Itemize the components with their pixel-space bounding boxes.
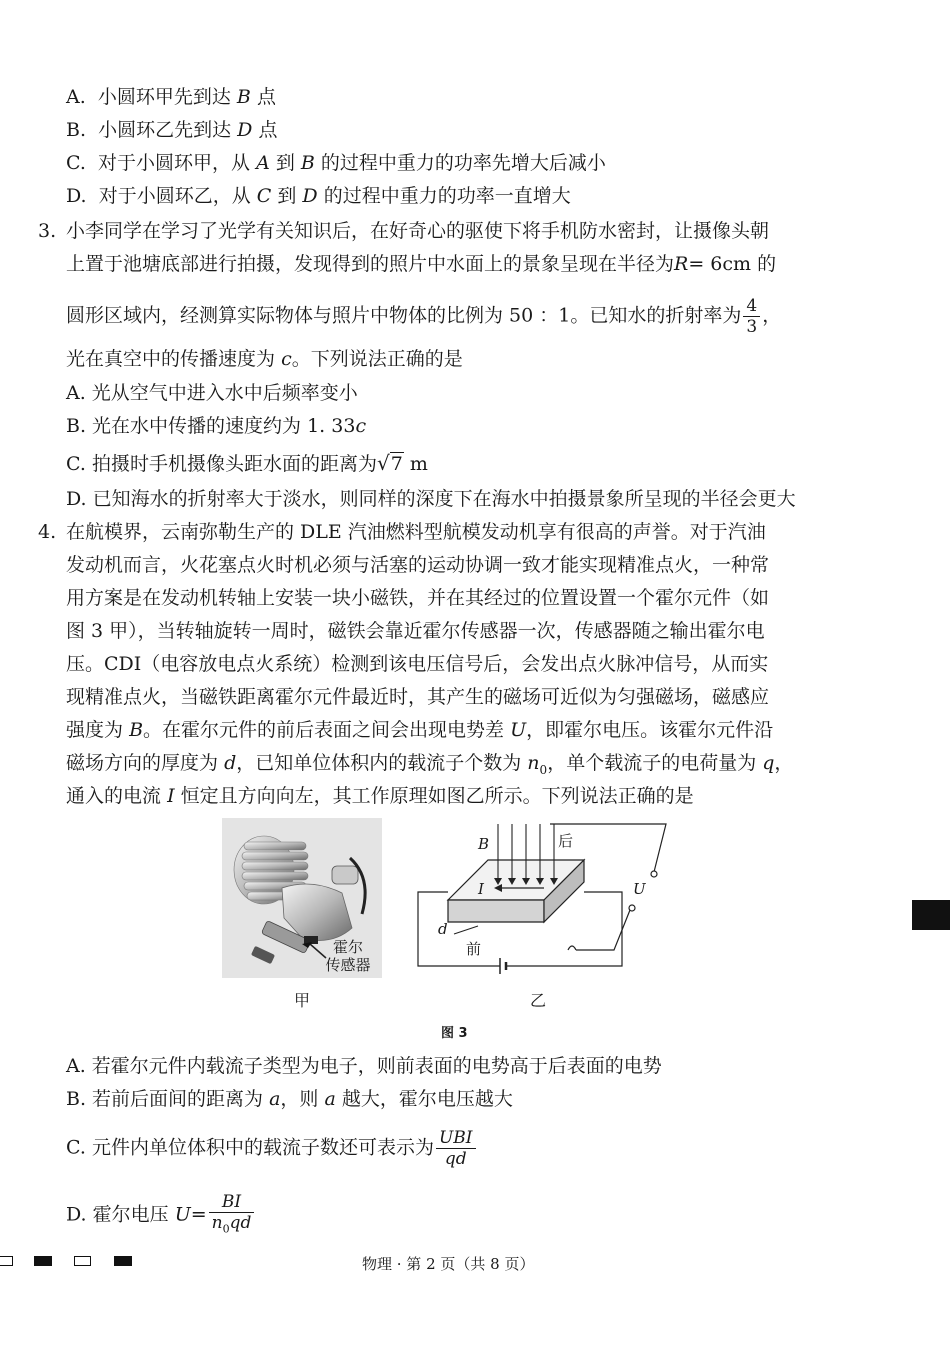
q4-stem-line5: 压。CDI（电容放电点火系统）检测到该电压信号后，会发出点火脉冲信号，从而实 bbox=[66, 653, 769, 675]
q3-number: 3. bbox=[38, 220, 57, 242]
figure-caption: 图 3 bbox=[441, 1026, 468, 1041]
q4-stem-line4: 图 3 甲），当转轴旋转一周时，磁铁会靠近霍尔传感器一次，传感器随之输出霍尔电 bbox=[66, 620, 765, 642]
registration-mark bbox=[0, 1256, 13, 1266]
sensor-label: 霍尔 传感器 bbox=[325, 938, 371, 974]
figure-label-jia: 甲 bbox=[294, 991, 311, 1010]
q4-stem-line9: 通入的电流 I 恒定且方向向左，其工作原理如图乙所示。下列说法正确的是 bbox=[66, 785, 694, 807]
q4-stem-line7: 强度为 B。在霍尔元件的前后表面之间会出现电势差 U，即霍尔电压。该霍尔元件沿 bbox=[66, 719, 774, 741]
q4-stem-line3: 用方案是在发动机转轴上安装一块小磁铁，并在其经过的位置设置一个霍尔元件（如 bbox=[66, 587, 770, 609]
registration-mark bbox=[114, 1256, 132, 1266]
q3-stem-line2: 上置于池塘底部进行拍摄，发现得到的照片中水面上的景象呈现在半径为R= 6cm 的 bbox=[66, 253, 777, 275]
hall-voltage-fraction: $\frac{BI}{n_0qd}$ bbox=[209, 1192, 255, 1239]
hall-element-diagram bbox=[408, 822, 678, 1002]
q4-stem-line6: 现精准点火，当磁铁距离霍尔元件最近时，其产生的磁场可近似为匀强磁场，磁感应 bbox=[66, 686, 770, 708]
registration-mark bbox=[74, 1256, 91, 1266]
q4-stem-line2: 发动机而言，火花塞点火时机必须与活塞的运动协调一致才能实现精准点火，一种常 bbox=[66, 554, 770, 576]
q3-option-c: C. 拍摄时手机摄像头距水面的距离为√7 m bbox=[66, 451, 428, 475]
label-B: B bbox=[478, 835, 490, 853]
label-U: U bbox=[633, 880, 646, 898]
q4-option-b: B. 若前后面间的距离为 a，则 a 越大，霍尔电压越大 bbox=[66, 1088, 513, 1110]
q2-option-a: A. 小圆环甲先到达 B 点 bbox=[66, 86, 276, 108]
q4-option-c: C. 元件内单位体积中的载流子数还可表示为 $\frac{\text{UBI}}{qd}$ bbox=[66, 1128, 478, 1169]
q2-option-d: D. 对于小圆环乙，从 C 到 D 的过程中重力的功率一直增大 bbox=[66, 185, 571, 207]
q2-option-c: C. 对于小圆环甲，从 A 到 B 的过程中重力的功率先增大后减小 bbox=[66, 152, 606, 174]
q4-stem-line8: 磁场方向的厚度为 d，已知单位体积内的载流子个数为 $n_0$，单个载流子的电荷量为 q， bbox=[66, 752, 794, 777]
page-footer: 物理 · 第 2 页（共 8 页） bbox=[362, 1255, 535, 1273]
q4-option-d: D. 霍尔电压 U= $\frac{BI}{n_0qd}$ bbox=[66, 1192, 256, 1239]
refractive-index-fraction: $\frac{4}{3}$ bbox=[743, 296, 760, 337]
edge-tab-mark bbox=[912, 900, 950, 930]
q4-stem-line1: 在航模界，云南弥勒生产的 DLE 汽油燃料型航模发动机享有很高的声誉。对于汽油 bbox=[66, 521, 766, 543]
sqrt-symbol: √ bbox=[376, 451, 390, 475]
q4-option-a: A. 若霍尔元件内载流子类型为电子，则前表面的电势高于后表面的电势 bbox=[66, 1055, 662, 1077]
figure-label-yi: 乙 bbox=[530, 991, 547, 1010]
q3-option-d: D. 已知海水的折射率大于淡水，则同样的深度下在海水中拍摄景象所呈现的半径会更大 bbox=[66, 488, 796, 510]
q3-stem-line3: 圆形区域内，经测算实际物体与照片中物体的比例为 50 ：1。已知水的折射率为 $\frac{4}{3}$ ， bbox=[66, 296, 782, 337]
label-I: I bbox=[478, 880, 484, 898]
q3-stem-line4: 光在真空中的传播速度为 c。下列说法正确的是 bbox=[66, 348, 463, 370]
q3-option-a: A. 光从空气中进入水中后频率变小 bbox=[66, 382, 358, 404]
registration-mark bbox=[34, 1256, 52, 1266]
label-qian: 前 bbox=[466, 940, 482, 958]
label-hou: 后 bbox=[558, 832, 574, 850]
q4-number: 4. bbox=[38, 521, 57, 543]
label-d: d bbox=[438, 920, 448, 938]
q2-option-b: B. 小圆环乙先到达 D 点 bbox=[66, 119, 278, 141]
q3-option-b: B. 光在水中传播的速度约为 1. 33c bbox=[66, 415, 367, 437]
q3-stem-line1: 小李同学在学习了光学有关知识后，在好奇心的驱使下将手机防水密封，让摄像头朝 bbox=[66, 220, 770, 242]
carrier-density-fraction: $\frac{\text{UBI}}{qd}$ bbox=[436, 1128, 476, 1169]
